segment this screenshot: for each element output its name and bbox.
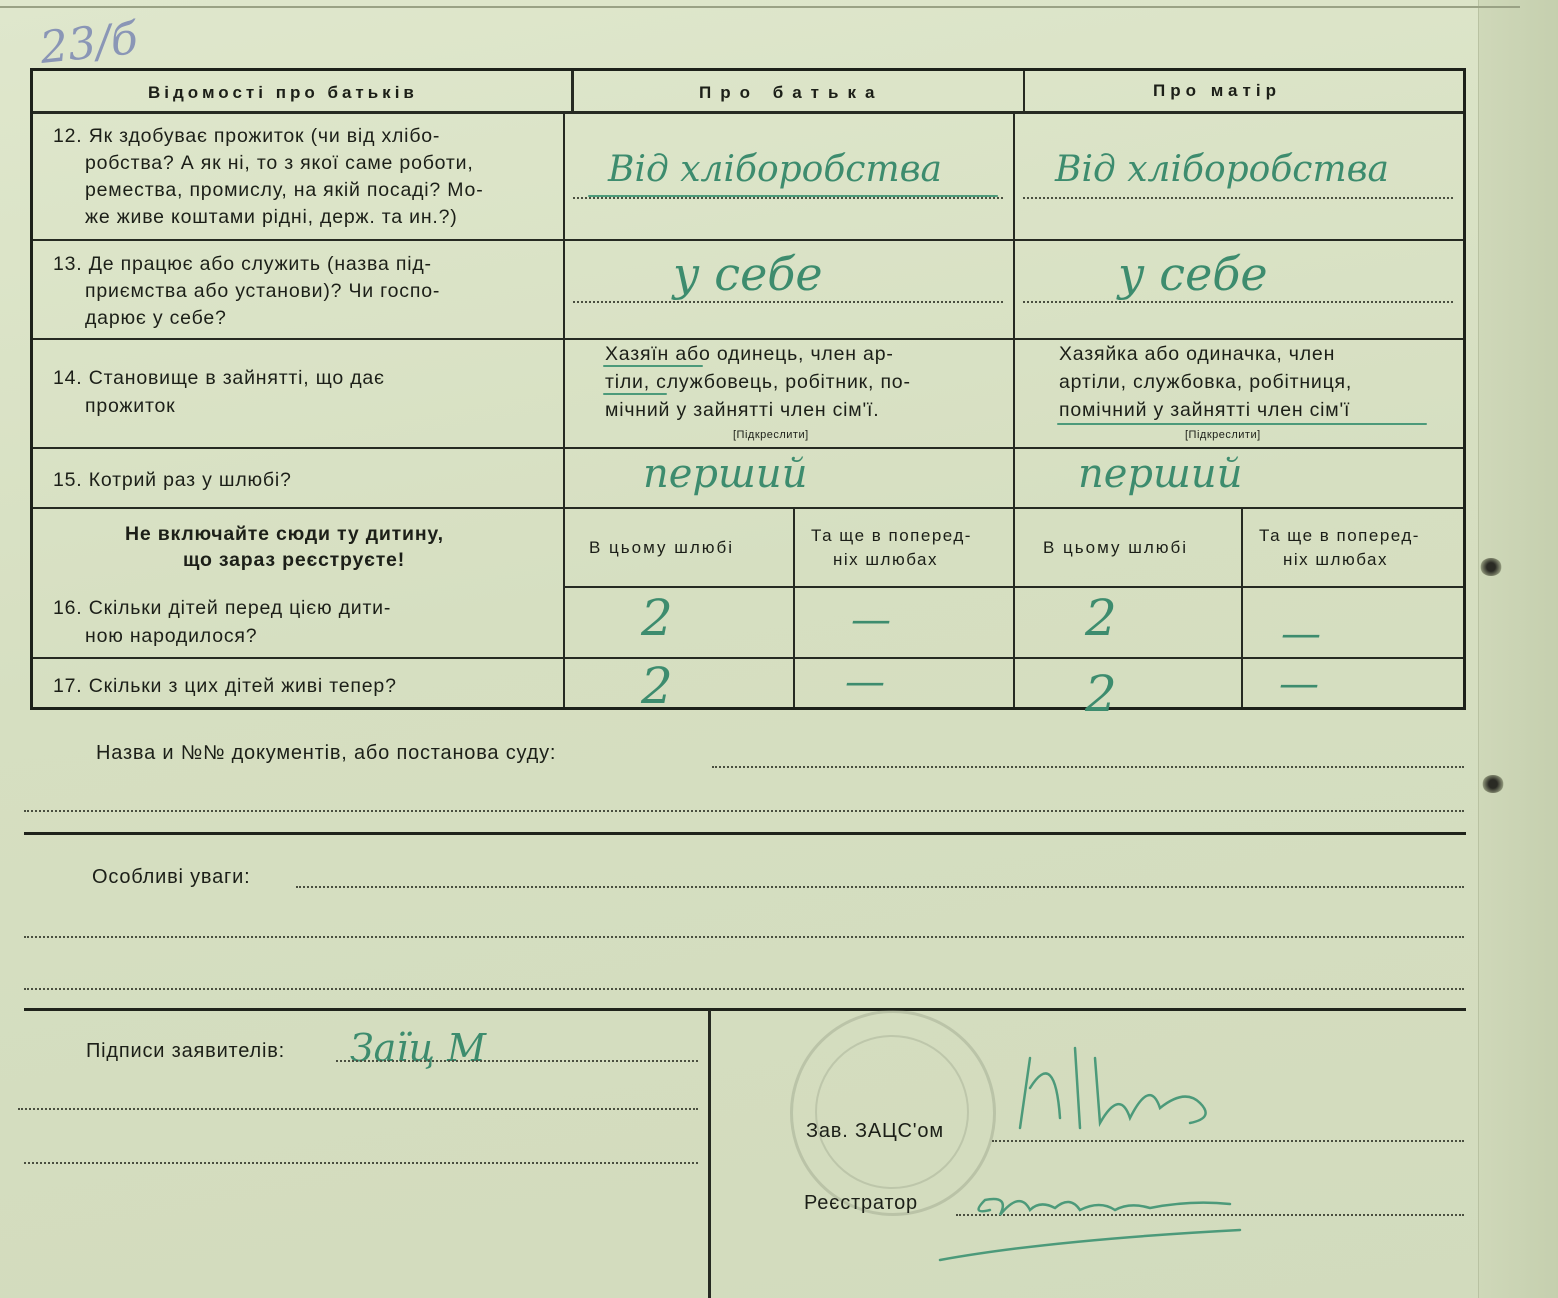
row15-question: 15. Котрий раз у шлюбі? xyxy=(53,469,292,491)
row16-mother-prev: — xyxy=(1281,611,1321,657)
remarks-label: Особливі уваги: xyxy=(92,866,251,888)
official-stamp-inner xyxy=(815,1035,969,1189)
row14-mother-options-line3: помічний у зайнятті член сім'ї xyxy=(1059,399,1351,421)
footer-vertical-divider xyxy=(708,1010,711,1298)
row13-question-line3: дарює у себе? xyxy=(85,307,227,329)
father-sub-prev-line2: ніх шлюбах xyxy=(833,550,938,569)
signatures-value: Заїц М xyxy=(350,1026,486,1070)
row13-question-line1: 13. Де працює або служить (назва під- xyxy=(53,253,432,275)
father-sub-this-marriage: В цьому шлюбі xyxy=(589,538,735,557)
row16-note-line2: що зараз реєструєте! xyxy=(183,549,405,571)
page-number: 23/б xyxy=(37,13,141,74)
row14-mother-underline-note: [Підкреслити] xyxy=(1185,429,1261,441)
mother-sub-prev-line1: Та ще в поперед- xyxy=(1259,526,1420,545)
row17-question: 17. Скільки з цих дітей живі тепер? xyxy=(53,675,397,697)
punch-hole xyxy=(1482,775,1504,793)
parents-info-table xyxy=(30,68,1466,723)
header-father: Про батька xyxy=(699,83,884,102)
signatures-label: Підписи заявителів: xyxy=(86,1040,286,1062)
registrar-label: Реєстратор xyxy=(804,1192,918,1214)
page-edge xyxy=(1478,0,1558,1298)
row14-mother-options-line1: Хазяйка або одиначка, член xyxy=(1059,343,1336,365)
row14-father-options-line2: тіли, службовець, робітник, по- xyxy=(605,371,911,393)
row12-question-line4: же живе коштами рідні, держ. та ин.?) xyxy=(85,206,458,228)
top-rule xyxy=(0,6,1520,8)
row17-father-this: 2 xyxy=(641,657,673,715)
remarks-line xyxy=(24,936,1464,938)
row12-question-line1: 12. Як здобуває прожиток (чи від хлібо- xyxy=(53,125,441,147)
mother-sub-prev-line2: ніх шлюбах xyxy=(1283,550,1388,569)
row16-father-prev: — xyxy=(851,597,891,643)
row15-father-answer: перший xyxy=(643,451,808,497)
punch-hole xyxy=(1480,558,1502,576)
row14-question-line1: 14. Становище в зайнятті, що дає xyxy=(53,367,385,389)
documents-label: Назва и №№ документів, або постанова суду: xyxy=(96,742,557,764)
row13-mother-answer: у себе xyxy=(1118,247,1268,301)
divider xyxy=(24,832,1466,835)
row15-mother-answer: перший xyxy=(1078,451,1243,497)
row16-note-line1: Не включайте сюди ту дитину, xyxy=(125,523,444,545)
row16-question-line1: 16. Скільки дітей перед цією дити- xyxy=(53,597,392,619)
head-label: Зав. ЗАЦС'ом xyxy=(806,1120,944,1142)
head-signature-line xyxy=(992,1140,1464,1142)
row14-question-line2: прожиток xyxy=(85,395,176,417)
remarks-line xyxy=(24,988,1464,990)
row14-father-underline-note: [Підкреслити] xyxy=(733,429,809,441)
row16-mother-this: 2 xyxy=(1085,589,1117,647)
documents-line xyxy=(712,766,1464,768)
row17-father-prev: — xyxy=(845,659,885,705)
header-mother: Про матір xyxy=(1153,81,1281,100)
row17-mother-this: 2 xyxy=(1085,665,1117,723)
registrar-signature xyxy=(930,1170,1250,1270)
header-parents-info: Відомості про батьків xyxy=(148,83,418,102)
documents-line xyxy=(24,810,1464,812)
row16-father-this: 2 xyxy=(641,589,673,647)
father-sub-prev-line1: Та ще в поперед- xyxy=(811,526,972,545)
row14-father-options-line3: мічний у зайнятті член сім'ї. xyxy=(605,399,880,421)
signatures-line xyxy=(24,1162,698,1164)
row12-question-line2: робства? А як ні, то з якої саме роботи, xyxy=(85,152,474,174)
row14-father-options-line1: Хазяїн або одинець, член ар- xyxy=(605,343,894,365)
row13-question-line2: приємства або установи)? Чи госпо- xyxy=(85,280,441,302)
row16-question-line2: ною народилося? xyxy=(85,625,258,647)
row13-father-answer: у себе xyxy=(673,247,823,301)
row12-father-answer: Від хліборобства xyxy=(608,149,943,190)
signatures-line xyxy=(18,1108,698,1110)
row12-mother-answer: Від хліборобства xyxy=(1055,149,1390,190)
divider xyxy=(24,1008,1466,1011)
row17-mother-prev: — xyxy=(1279,661,1319,707)
signatures-line xyxy=(336,1060,698,1062)
mother-sub-this-marriage: В цьому шлюбі xyxy=(1043,538,1189,557)
remarks-line xyxy=(296,886,1464,888)
head-signature xyxy=(1000,1028,1230,1138)
row12-question-line3: ремества, промислу, на якій посаді? Мо- xyxy=(85,179,484,201)
row14-mother-options-line2: артіли, службовка, робітниця, xyxy=(1059,371,1353,393)
